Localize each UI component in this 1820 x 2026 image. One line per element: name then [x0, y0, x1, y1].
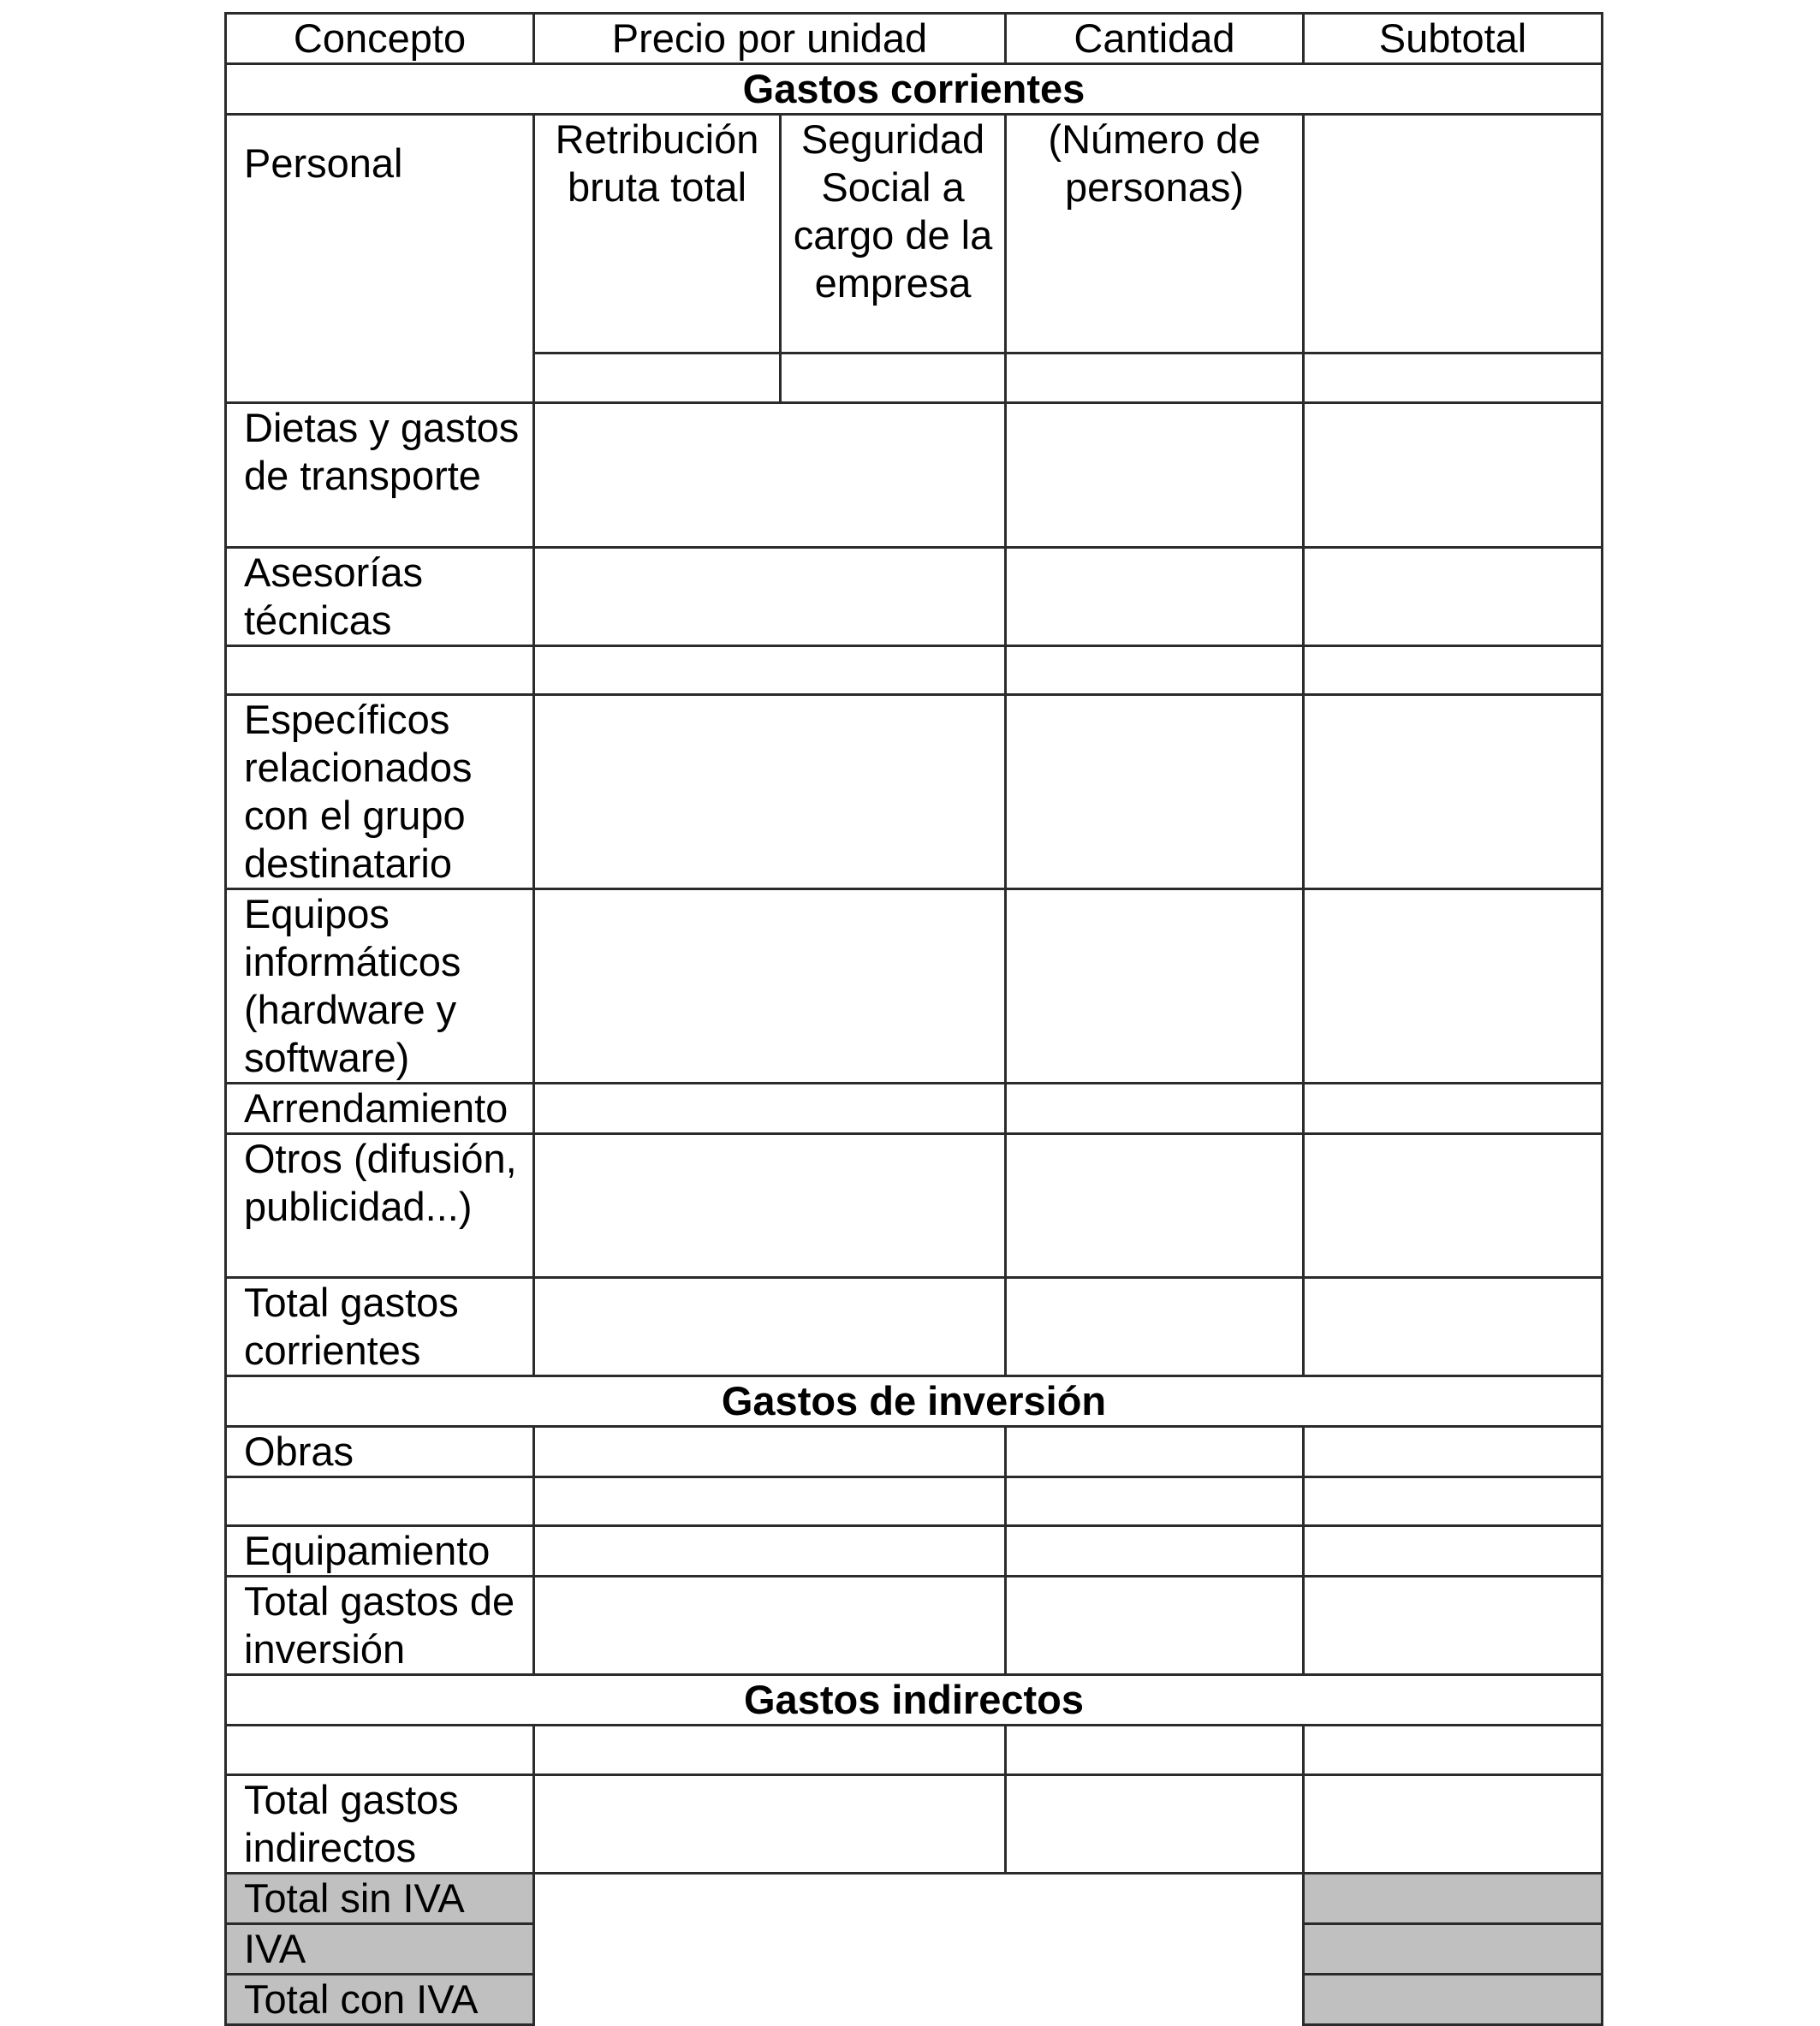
table-row — [226, 1278, 1603, 1376]
table-row — [226, 646, 1603, 695]
table-row — [226, 403, 1603, 548]
header-row — [226, 14, 1603, 64]
section-gastos-corrientes: Gastos corrientes — [226, 64, 1603, 115]
row-label-obras: Obras — [226, 1427, 534, 1477]
total-con-iva-cell[interactable] — [1304, 1975, 1603, 2025]
row-label-equipos-informaticos: Equipos informáticos (hardware y software) — [226, 889, 534, 1084]
personal-numero-personas-label: (Número de personas) — [1006, 115, 1304, 354]
total-corrientes-subtotal-cell[interactable] — [1304, 1278, 1603, 1376]
personal-cantidad-cell[interactable] — [1006, 354, 1304, 403]
section-gastos-inversion: Gastos de inversión — [226, 1376, 1603, 1427]
equipamiento-subtotal-cell[interactable] — [1304, 1526, 1603, 1577]
obras-cantidad-cell[interactable] — [1006, 1427, 1304, 1477]
total-indirectos-cantidad-cell[interactable] — [1006, 1775, 1304, 1874]
asesorias-cantidad-cell[interactable] — [1006, 548, 1304, 646]
total-indirectos-subtotal-cell[interactable] — [1304, 1775, 1603, 1874]
table-row — [226, 1084, 1603, 1134]
especificos-precio-cell[interactable] — [534, 695, 1006, 889]
personal-retribucion-cell[interactable] — [534, 354, 781, 403]
table-row — [226, 115, 1603, 354]
equipamiento-precio-cell[interactable] — [534, 1526, 1006, 1577]
total-inversion-precio-cell[interactable] — [534, 1577, 1006, 1675]
row-label-total-indirectos: Total gastos indirectos — [226, 1775, 534, 1874]
header-cantidad: Cantidad — [1006, 14, 1304, 64]
row-label-total-corrientes: Total gastos corrientes — [226, 1278, 534, 1376]
section-row — [226, 1675, 1603, 1726]
table-row — [226, 1577, 1603, 1675]
dietas-precio-cell[interactable] — [534, 403, 1006, 548]
row-label-total-con-iva: Total con IVA — [226, 1975, 534, 2025]
header-subtotal: Subtotal — [1304, 14, 1603, 64]
section-row — [226, 64, 1603, 115]
row-label-asesorias: Asesorías técnicas — [226, 548, 534, 646]
table-row — [226, 889, 1603, 1084]
row-label-especificos: Específicos relacionados con el grupo destinatario — [226, 695, 534, 889]
blank-spacer — [534, 1975, 1304, 2025]
row-label-total-sin-iva: Total sin IVA — [226, 1874, 534, 1924]
personal-seguridad-cell[interactable] — [781, 354, 1006, 403]
header-precio-por-unidad: Precio por unidad — [534, 14, 1006, 64]
table-row — [226, 1775, 1603, 1874]
iva-cell[interactable] — [1304, 1924, 1603, 1975]
otros-subtotal-cell[interactable] — [1304, 1134, 1603, 1278]
empty-subtotal-cell[interactable] — [1304, 646, 1603, 695]
personal-seguridad-social-label: Seguridad Social a cargo de la empresa — [781, 115, 1006, 354]
row-label-arrendamiento: Arrendamiento — [226, 1084, 534, 1134]
table-row — [226, 1726, 1603, 1775]
table-row — [226, 1477, 1603, 1526]
empty-indirectos-subtotal-cell[interactable] — [1304, 1726, 1603, 1775]
section-gastos-indirectos: Gastos indirectos — [226, 1675, 1603, 1726]
personal-subtotal-value-cell[interactable] — [1304, 354, 1603, 403]
asesorias-precio-cell[interactable] — [534, 548, 1006, 646]
empty-inversion-precio-cell[interactable] — [534, 1477, 1006, 1526]
obras-subtotal-cell[interactable] — [1304, 1427, 1603, 1477]
row-label-total-inversion: Total gastos de inversión — [226, 1577, 534, 1675]
table-row — [226, 1874, 1603, 1924]
empty-concepto-cell[interactable] — [226, 646, 534, 695]
equipos-precio-cell[interactable] — [534, 889, 1006, 1084]
row-label-otros: Otros (difusión, publicidad...) — [226, 1134, 534, 1278]
especificos-subtotal-cell[interactable] — [1304, 695, 1603, 889]
row-label-equipamiento: Equipamiento — [226, 1526, 534, 1577]
row-label-personal: Personal — [226, 115, 534, 403]
especificos-cantidad-cell[interactable] — [1006, 695, 1304, 889]
budget-table — [224, 12, 1603, 2026]
dietas-subtotal-cell[interactable] — [1304, 403, 1603, 548]
empty-inversion-subtotal-cell[interactable] — [1304, 1477, 1603, 1526]
total-corrientes-cantidad-cell[interactable] — [1006, 1278, 1304, 1376]
table-row — [226, 695, 1603, 889]
total-inversion-cantidad-cell[interactable] — [1006, 1577, 1304, 1675]
arrendamiento-cantidad-cell[interactable] — [1006, 1084, 1304, 1134]
table-row — [226, 1134, 1603, 1278]
table-row — [226, 1924, 1603, 1975]
total-indirectos-precio-cell[interactable] — [534, 1775, 1006, 1874]
empty-indirectos-cantidad-cell[interactable] — [1006, 1726, 1304, 1775]
empty-precio-cell[interactable] — [534, 646, 1006, 695]
header-concepto: Concepto — [226, 14, 534, 64]
row-label-iva: IVA — [226, 1924, 534, 1975]
total-corrientes-precio-cell[interactable] — [534, 1278, 1006, 1376]
blank-spacer — [534, 1924, 1304, 1975]
total-inversion-subtotal-cell[interactable] — [1304, 1577, 1603, 1675]
equipamiento-cantidad-cell[interactable] — [1006, 1526, 1304, 1577]
empty-cantidad-cell[interactable] — [1006, 646, 1304, 695]
section-row — [226, 1376, 1603, 1427]
arrendamiento-precio-cell[interactable] — [534, 1084, 1006, 1134]
table-row — [226, 1427, 1603, 1477]
personal-retribucion-label: Retribución bruta total — [534, 115, 781, 354]
table-row — [226, 548, 1603, 646]
table-row — [226, 1975, 1603, 2025]
empty-inversion-concepto-cell[interactable] — [226, 1477, 534, 1526]
personal-subtotal-cell[interactable] — [1304, 115, 1603, 354]
table-row — [226, 1526, 1603, 1577]
obras-precio-cell[interactable] — [534, 1427, 1006, 1477]
total-sin-iva-cell[interactable] — [1304, 1874, 1603, 1924]
empty-indirectos-precio-cell[interactable] — [534, 1726, 1006, 1775]
row-label-dietas: Dietas y gastos de transporte — [226, 403, 534, 548]
equipos-subtotal-cell[interactable] — [1304, 889, 1603, 1084]
equipos-cantidad-cell[interactable] — [1006, 889, 1304, 1084]
blank-spacer — [534, 1874, 1304, 1924]
otros-cantidad-cell[interactable] — [1006, 1134, 1304, 1278]
asesorias-subtotal-cell[interactable] — [1304, 548, 1603, 646]
empty-inversion-cantidad-cell[interactable] — [1006, 1477, 1304, 1526]
otros-precio-cell[interactable] — [534, 1134, 1006, 1278]
dietas-cantidad-cell[interactable] — [1006, 403, 1304, 548]
arrendamiento-subtotal-cell[interactable] — [1304, 1084, 1603, 1134]
empty-indirectos-concepto-cell[interactable] — [226, 1726, 534, 1775]
